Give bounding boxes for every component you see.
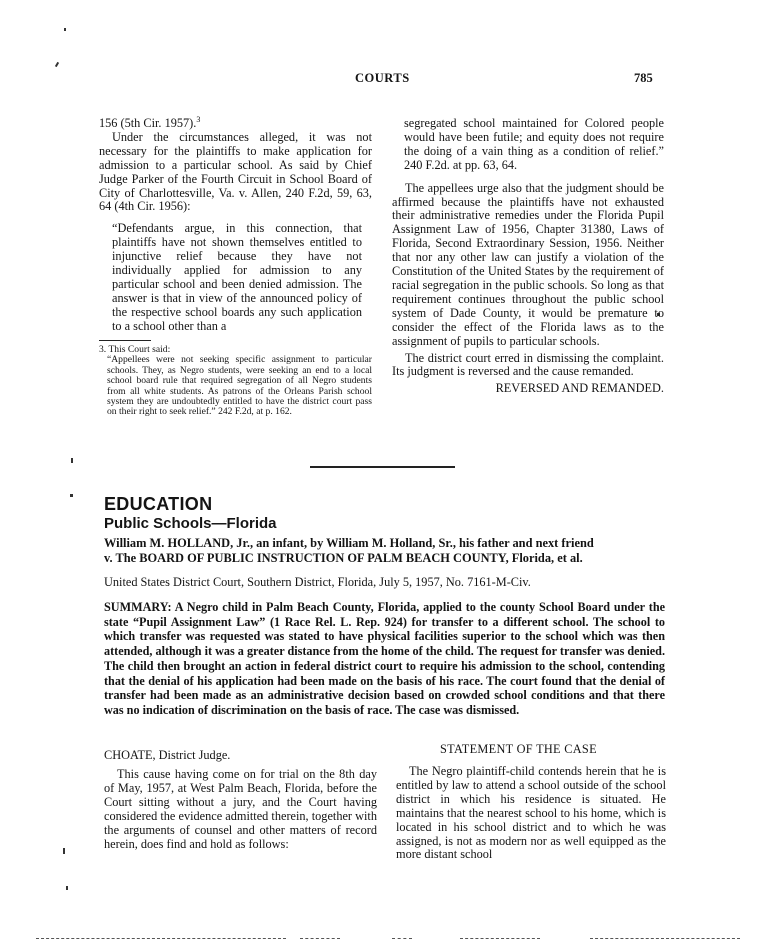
footnote-intro: 3. This Court said: xyxy=(99,344,171,355)
scan-speck xyxy=(71,458,73,463)
footnote-mark: 3 xyxy=(196,114,201,124)
scan-edge-artifact xyxy=(460,938,540,939)
section-heading: EDUCATION xyxy=(104,494,213,514)
opinion-right-column xyxy=(396,765,666,862)
body-paragraph: The district court erred in dismissing the complaint. Its judgment is reversed and the cause remanded. xyxy=(392,350,664,379)
footnote-text: “Appellees were not seeking specific assignment to particular schools. They, as Negro students, were seeking an end to a local school board rule that required segregation of all Negro students from all white students. As patrons of the Orleans Parish school system they are undoubtedly entitled to have the district court pass on their right to seek relief.” 242 F.2d, at p. 162. xyxy=(107,354,372,418)
body-paragraph: This cause having come on for trial on the 8th day of May, 1957, at West Palm Beach, Florida, before the Court sitting without a jury, and the Court having considered the evidence admitted therein, together with the arguments of counsel and other matters of record herein, does find and hold as follows: xyxy=(104,767,377,851)
opinion-left-column xyxy=(104,768,377,851)
scan-edge-artifact xyxy=(392,938,412,939)
court-line: United States District Court, Southern District, Florida, July 5, 1957, No. 7161-M-Civ. xyxy=(104,575,531,589)
left-column-top xyxy=(99,114,372,334)
quote-continuation: segregated school maintained for Colored people would have been futile; and equity does not require the doing of a vain thing as a condition of relief.” 240 F.2d. at pp. 63, 64. xyxy=(404,116,664,172)
scan-speck xyxy=(66,886,68,890)
citation-line: 156 (5th Cir. 1957).$^3$ xyxy=(99,114,201,130)
footnote xyxy=(99,345,372,418)
footnote-rule xyxy=(99,340,151,341)
caption-line: William M. HOLLAND, Jr., an infant, by William M. Holland, Sr., his father and next friend xyxy=(104,536,594,550)
judge-line: CHOATE, District Judge. xyxy=(104,748,231,762)
body-paragraph: The Negro plaintiff-child contends herein that he is entitled by law to attend a school outside of the school district in which his residence is situated. He maintains that the nearest school to his home, which is located in his school district and to which he was assigned, is not as modern nor as well equipped as the more distant school xyxy=(396,764,666,862)
body-paragraph: Under the circumstances alleged, it was not necessary for the plaintiffs to make application for admission to a particular school. As said by Chief Judge Parker of the Fourth Circuit in School Board of City of Charlottesville, Va. v. Allen, 240 F.2d, 59, 63, 64 (4th Cir. 1956): xyxy=(99,129,372,214)
page-number: 785 xyxy=(634,71,653,85)
summary-label: SUMMARY: xyxy=(104,600,172,614)
section-subheading: Public Schools—Florida xyxy=(104,515,277,532)
scan-edge-artifact xyxy=(590,938,740,939)
right-column-top xyxy=(392,117,664,396)
caption-line: v. The BOARD OF PUBLIC INSTRUCTION OF PALM BEACH COUNTY, Florida, et al. xyxy=(104,551,583,565)
summary-text: A Negro child in Palm Beach County, Florida, applied to the county School Board under the state “Pupil Assignment Law” (1 Race Rel. L. Rep. 924) for transfer to a different school. The school to which transfer was requested was stated to have physical facilities superior to the school which was then attended, although it was a greater distance from the home of the child. The request for transfer was denied. The child then brought an action in federal district court to require his admission to the school, contending that the denial of his application had been made on the basis of his race. The court found that the denial of transfer had been made as an administrative decision based on crowded school conditions and that there was no indication of discrimination on the basis of race. The case was dismissed. xyxy=(104,600,666,717)
statement-heading: STATEMENT OF THE CASE xyxy=(440,742,597,756)
scan-speck xyxy=(55,62,59,67)
body-paragraph: The appellees urge also that the judgment should be affirmed because the plaintiffs have not exhausted their administrative remedies under the Florida Pupil Assignment Law of 1956, Chapter 31380, Laws of Florida, Second Extraordinary Session, 1956. Neither that nor any other law can justify a violation of the Constitution of the United States by the requirement of racial segregation in the public schools. So long as that requirement continues throughout the public school system of Dade County, it would be premature to consider the effect of the Florida laws as to the assignment of pupils to particular schools. xyxy=(392,180,664,348)
scan-speck xyxy=(70,494,73,497)
disposition: REVERSED AND REMANDED. xyxy=(495,381,664,396)
scan-edge-artifact xyxy=(300,938,340,939)
scan-speck xyxy=(63,848,65,854)
running-head xyxy=(0,71,763,91)
case-caption xyxy=(104,536,674,566)
case-summary xyxy=(104,600,665,718)
section-separator xyxy=(310,466,455,468)
running-title: COURTS xyxy=(355,71,410,85)
scan-speck xyxy=(64,28,66,31)
scan-edge-artifact xyxy=(36,938,286,939)
footnote-label: 3. xyxy=(99,344,107,355)
block-quote: “Defendants argue, in this connection, that plaintiffs have not shown themselves entitled to injunctive relief because they have not individually applied for admission to any particular school and been denied admission. The answer is that in view of the announced policy of the respective school boards any such application to a school other than a xyxy=(112,221,362,333)
